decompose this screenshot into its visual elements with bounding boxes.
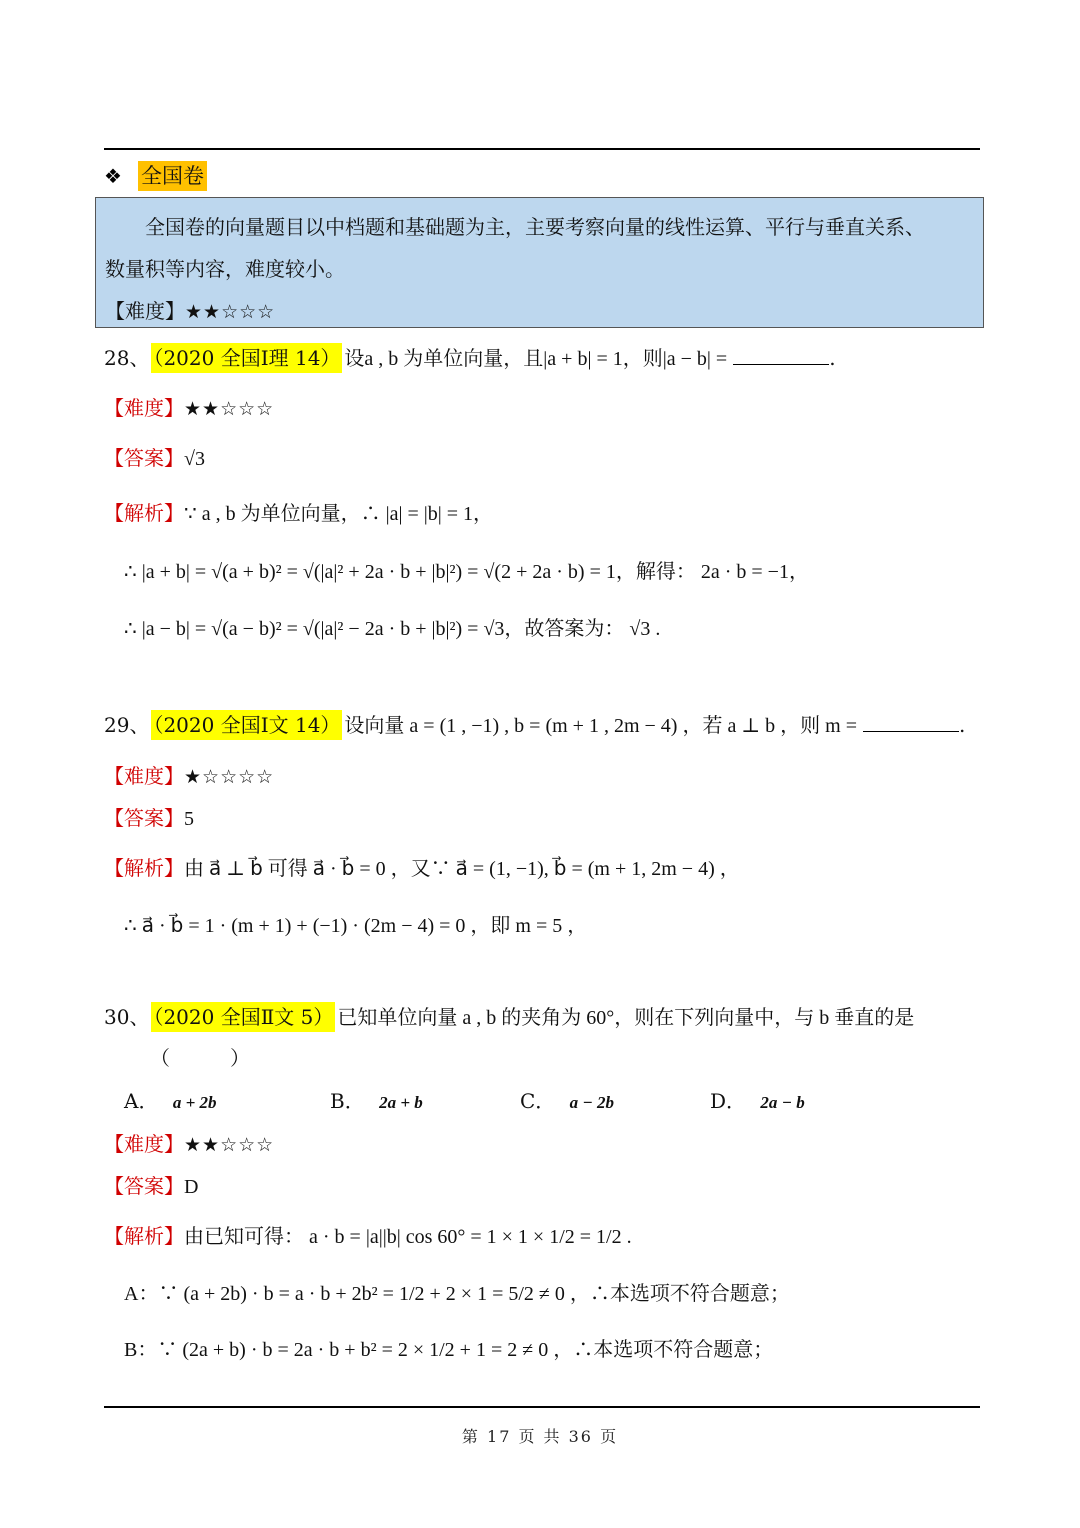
q30-answer: [104, 1171, 198, 1202]
diamond-bullet-icon: ❖: [104, 164, 122, 188]
q28-answer: [104, 443, 205, 474]
question-number: 29、: [104, 713, 150, 737]
question-text: 设a , b 为单位向量，且|a + b| = 1，则|a − b| =: [344, 348, 728, 370]
analysis-label: 【解析】: [104, 1224, 184, 1248]
section-heading: [104, 160, 207, 192]
q28-difficulty: [104, 393, 274, 424]
q30-analysis-2: [124, 1278, 790, 1309]
q28-analysis-1: [104, 498, 493, 529]
answer-label: 【答案】: [104, 446, 184, 470]
option-label: C．: [520, 1089, 556, 1113]
q28-analysis-3: [124, 613, 660, 644]
q29-difficulty: [104, 761, 274, 792]
q30-stem: [104, 1002, 914, 1033]
option-label: D．: [710, 1089, 747, 1113]
option-value: a + 2b: [172, 1093, 217, 1112]
option-d: [710, 1086, 805, 1118]
question-source: （2020 全国Ⅰ文 14）: [151, 710, 342, 740]
answer-value: √3: [184, 448, 205, 470]
q28-stem: [104, 343, 836, 374]
analysis-text: B：∵ (2a + b) · b = 2a · b + b² = 2 × 1/2 + 1 = 2 ≠ 0 ，∴本选项不符合题意；: [124, 1339, 774, 1361]
question-text: 已知单位向量 a , b 的夹角为 60°，则在下列向量中，与 b 垂直的是: [337, 1007, 915, 1029]
option-a: [124, 1086, 217, 1118]
question-source: （2020 全国Ⅱ文 5）: [151, 1002, 335, 1032]
section-title: 全国卷: [138, 161, 207, 191]
difficulty-stars: ★☆☆☆☆: [184, 766, 275, 788]
q28-analysis-2: [124, 556, 809, 587]
q29-analysis-1: [104, 853, 740, 884]
answer-blank: [733, 344, 829, 365]
intro-difficulty: [105, 290, 974, 333]
option-b: [330, 1086, 423, 1118]
header-rule: [104, 148, 980, 150]
q29-analysis-2: [124, 910, 587, 941]
q30-analysis-1: [104, 1221, 632, 1252]
question-text: 设向量 a = (1 , −1) , b = (m + 1 , 2m − 4) ，若 a ⊥ b ，则 m =: [344, 715, 857, 737]
q29-answer: [104, 803, 194, 834]
difficulty-label: 【难度】: [105, 299, 185, 323]
analysis-text: ∴ |a + b| = √(a + b)² = √(|a|² + 2a · b + |b|²) = √(2 + 2a · b) = 1，解得： 2a · b = −1，: [124, 561, 809, 583]
analysis-text: ∵ a , b 为单位向量，∴ |a| = |b| = 1，: [184, 503, 494, 525]
analysis-text: ∴ |a − b| = √(a − b)² = √(|a|² − 2a · b + |b|²) = √3，故答案为： √3 .: [124, 618, 661, 640]
answer-label: 【答案】: [104, 806, 184, 830]
q30-paren: [150, 1043, 250, 1073]
difficulty-stars: ★★☆☆☆: [184, 398, 275, 420]
option-value: 2a + b: [379, 1093, 423, 1112]
analysis-text: 由 a⃗ ⊥ b⃗ 可得 a⃗ · b⃗ = 0 ，又∵ a⃗ = (1, −1), b⃗ = (m + 1, 2m − 4) ，: [184, 858, 740, 880]
question-end: .: [829, 346, 836, 370]
q29-stem: [104, 710, 965, 741]
choice-parentheses: （ ）: [150, 1046, 250, 1070]
option-c: [520, 1086, 614, 1118]
intro-line-2: 数量积等内容，难度较小。: [105, 257, 345, 281]
q30-analysis-3: [124, 1334, 773, 1365]
answer-value: D: [184, 1176, 199, 1198]
intro-line-1: 全国卷的向量题目以中档题和基础题为主，主要考察向量的线性运算、平行与垂直关系、: [145, 215, 925, 239]
option-value: 2a − b: [760, 1093, 805, 1112]
question-end: .: [958, 713, 966, 737]
difficulty-label: 【难度】: [104, 1132, 184, 1156]
analysis-label: 【解析】: [104, 501, 184, 525]
analysis-text: 由已知可得： a · b = |a||b| cos 60° = 1 × 1 × 1/2 = 1/2 .: [184, 1226, 632, 1248]
q30-difficulty: [104, 1129, 274, 1160]
difficulty-stars: ★★☆☆☆: [185, 301, 276, 323]
answer-label: 【答案】: [104, 1174, 184, 1198]
question-source: （2020 全国Ⅰ理 14）: [151, 343, 342, 373]
option-label: B．: [330, 1089, 365, 1113]
answer-blank: [863, 711, 959, 732]
difficulty-label: 【难度】: [104, 396, 184, 420]
footer-rule: [104, 1406, 980, 1408]
difficulty-stars: ★★☆☆☆: [184, 1134, 275, 1156]
analysis-label: 【解析】: [104, 856, 184, 880]
page-number: 第 17 页 共 36 页: [461, 1427, 619, 1446]
option-value: a − 2b: [569, 1093, 614, 1112]
analysis-text: ∴ a⃗ · b⃗ = 1 · (m + 1) + (−1) · (2m − 4) = 0 ，即 m = 5 ，: [124, 915, 588, 937]
option-label: A．: [124, 1089, 159, 1113]
question-number: 28、: [104, 346, 150, 370]
difficulty-label: 【难度】: [104, 764, 184, 788]
answer-value: 5: [184, 808, 194, 830]
question-number: 30、: [104, 1005, 150, 1029]
analysis-text: A：∵ (a + 2b) · b = a · b + 2b² = 1/2 + 2 × 1 = 5/2 ≠ 0 ，∴本选项不符合题意；: [124, 1283, 790, 1305]
intro-box: [95, 197, 984, 328]
